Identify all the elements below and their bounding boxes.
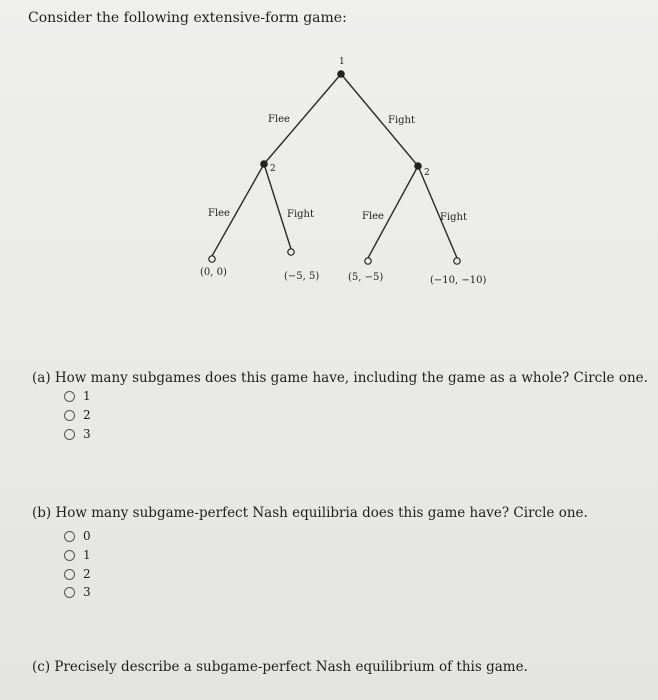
option-label: 2	[83, 567, 91, 581]
payoff-flee-flee: (0, 0)	[200, 267, 227, 278]
question-a: (a) How many subgames does this game have, including the game as a whole? Circle one.	[32, 370, 648, 386]
radio-button[interactable]	[64, 429, 75, 440]
terminal-node	[209, 256, 215, 262]
radio-button[interactable]	[64, 569, 75, 580]
question-b-option-1[interactable]	[64, 548, 91, 562]
game-tree	[0, 0, 658, 300]
payoff-flee-fight: (−5, 5)	[284, 271, 320, 282]
root-node	[337, 70, 345, 78]
right-player-label: 2	[424, 168, 430, 178]
right-flee-label: Flee	[362, 211, 384, 222]
right-node	[414, 162, 422, 170]
root-player-label: 1	[339, 57, 345, 67]
edge-left-fight	[264, 164, 291, 249]
intro-text: Consider the following extensive-form game:	[28, 10, 347, 26]
payoff-fight-flee: (5, −5)	[348, 272, 384, 283]
root-flee-label: Flee	[268, 114, 290, 125]
option-label: 1	[83, 389, 91, 403]
question-a-option-1[interactable]	[64, 389, 91, 403]
question-a-option-3[interactable]	[64, 427, 91, 441]
option-label: 0	[83, 529, 91, 543]
terminal-node	[365, 258, 371, 264]
option-label: 2	[83, 408, 91, 422]
terminal-node	[454, 258, 460, 264]
radio-button[interactable]	[64, 410, 75, 421]
question-c: (c) Precisely describe a subgame-perfect Nash equilibrium of this game.	[32, 659, 528, 675]
question-b-option-3[interactable]	[64, 585, 91, 599]
option-label: 3	[83, 585, 91, 599]
question-a-option-2[interactable]	[64, 408, 91, 422]
left-fight-label: Fight	[287, 209, 314, 220]
option-label: 1	[83, 548, 91, 562]
option-label: 3	[83, 427, 91, 441]
radio-button[interactable]	[64, 587, 75, 598]
left-node	[260, 160, 268, 168]
question-b-option-0[interactable]	[64, 529, 91, 543]
terminal-node	[288, 249, 294, 255]
radio-button[interactable]	[64, 531, 75, 542]
left-player-label: 2	[270, 164, 276, 174]
left-flee-label: Flee	[208, 208, 230, 219]
right-fight-label: Fight	[440, 212, 467, 223]
question-b-option-2[interactable]	[64, 567, 91, 581]
radio-button[interactable]	[64, 550, 75, 561]
root-fight-label: Fight	[388, 115, 415, 126]
radio-button[interactable]	[64, 391, 75, 402]
payoff-fight-fight: (−10, −10)	[430, 275, 487, 286]
question-b: (b) How many subgame-perfect Nash equilibria does this game have? Circle one.	[32, 505, 588, 521]
